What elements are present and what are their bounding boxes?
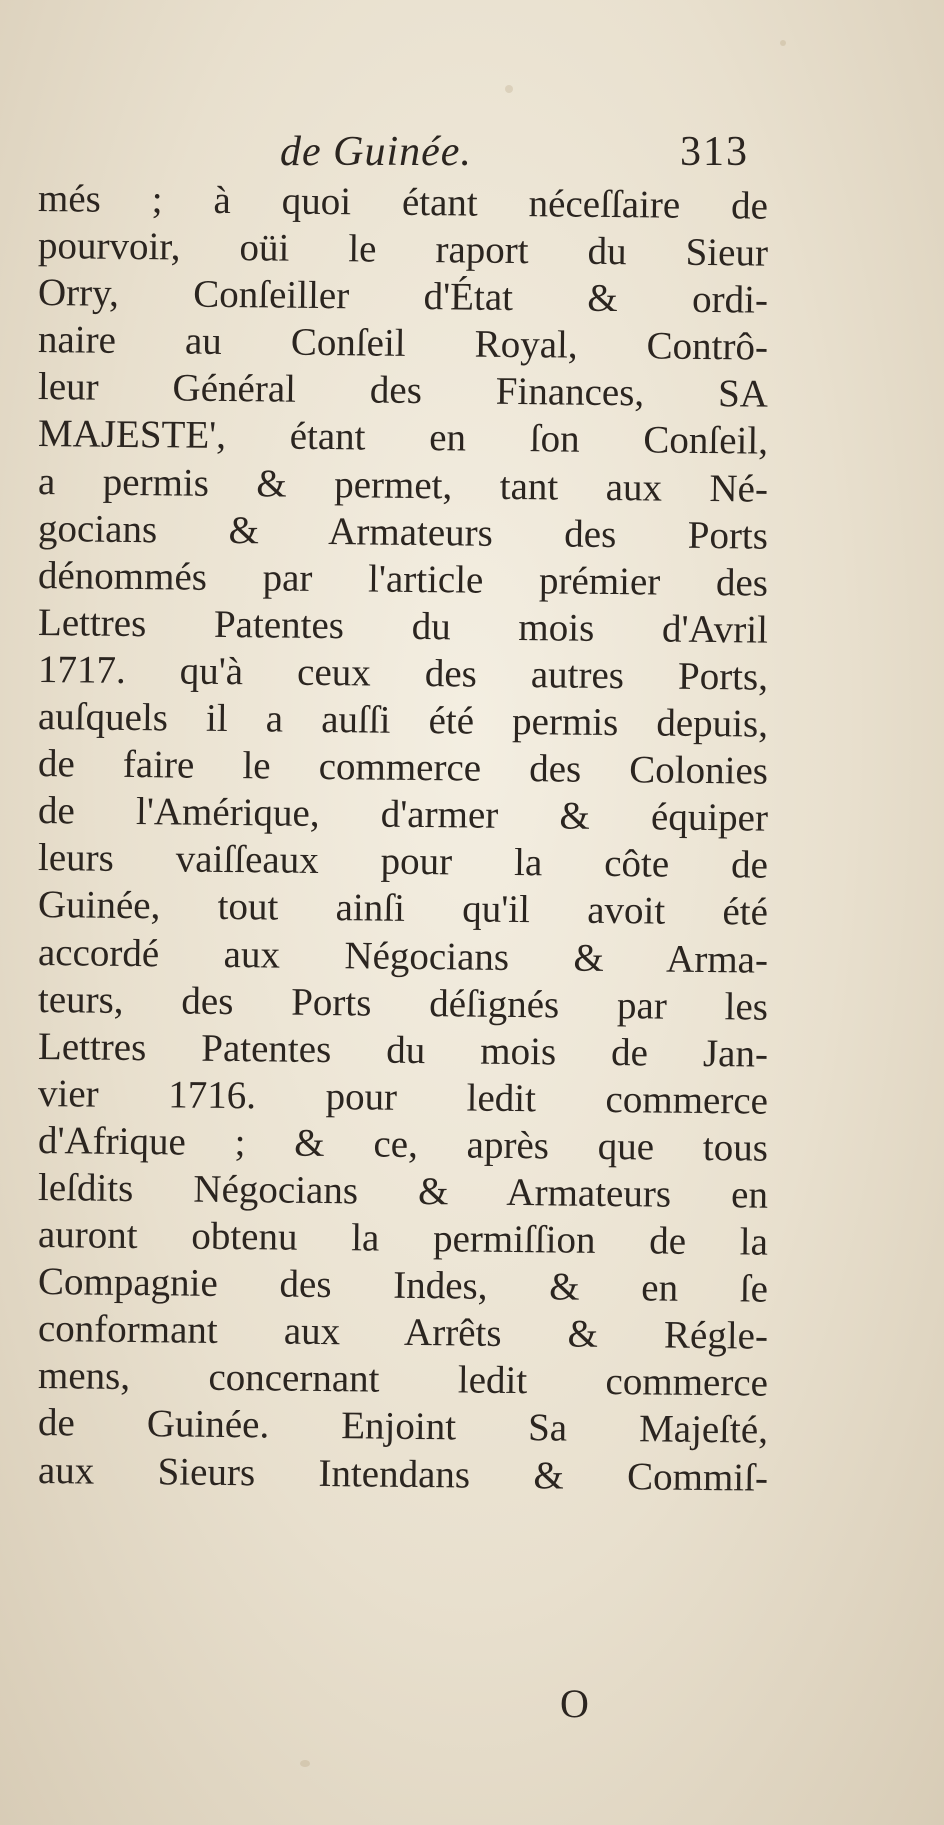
text-line: Orry, Conſeiller d'État & ordi- xyxy=(37,271,769,322)
paper-stain xyxy=(505,85,513,93)
text-line: vier 1716. pour ledit commerce xyxy=(37,1071,769,1123)
text-line: més ; à quoi étant néceſſaire de xyxy=(37,177,769,228)
text-line: leſdits Négocians & Armateurs en xyxy=(37,1165,769,1217)
signature-mark: O xyxy=(560,1681,589,1726)
text-line: de faire le commerce des Colonies xyxy=(37,742,769,793)
text-line: a permis & permet, tant aux Né- xyxy=(37,459,769,511)
text-line: accordé aux Négocians & Arma- xyxy=(37,930,769,982)
text-line: de Guinée. Enjoint Sa Majeſté, xyxy=(37,1401,769,1453)
paper-stain xyxy=(780,40,786,46)
paper-stain xyxy=(300,1760,310,1767)
text-line: leur Général des Finances, SA xyxy=(37,365,769,417)
text-line: pourvoir, oüi le raport du Sieur xyxy=(37,224,769,275)
text-line: dénommés par l'article prémier des xyxy=(37,553,769,605)
body-text xyxy=(37,175,769,1500)
text-line: mens, concernant ledit commerce xyxy=(37,1354,769,1405)
text-line: 1717. qu'à ceux des autres Ports, xyxy=(37,647,769,699)
text-line: Lettres Patentes du mois de Jan- xyxy=(37,1024,769,1076)
running-title: de Guinée. xyxy=(280,129,472,175)
text-line: d'Afrique ; & ce, après que tous xyxy=(37,1118,769,1170)
text-line: teurs, des Ports déſignés par les xyxy=(37,977,769,1029)
text-line: Compagnie des Indes, & en ſe xyxy=(37,1260,769,1311)
text-line: naire au Conſeil Royal, Contrô- xyxy=(37,318,769,369)
running-header xyxy=(0,128,944,178)
text-line: de l'Amérique, d'armer & équiper xyxy=(37,789,769,840)
text-line: Lettres Patentes du mois d'Avril xyxy=(37,600,769,652)
text-line: auront obtenu la permiſſion de la xyxy=(37,1213,769,1264)
text-line: conformant aux Arrêts & Régle- xyxy=(37,1307,769,1358)
text-line: auſquels il a auſſi été permis depuis, xyxy=(37,695,769,746)
text-line: Guinée, tout ainſi qu'il avoit été xyxy=(37,883,769,935)
text-line: leurs vaiſſeaux pour la côte de xyxy=(37,836,769,887)
text-line: MAJESTE', étant en ſon Conſeil, xyxy=(37,412,769,464)
text-line: gocians & Armateurs des Ports xyxy=(37,506,769,558)
page-number: 313 xyxy=(680,129,749,175)
text-line: aux Sieurs Intendans & Commiſ- xyxy=(37,1448,769,1500)
